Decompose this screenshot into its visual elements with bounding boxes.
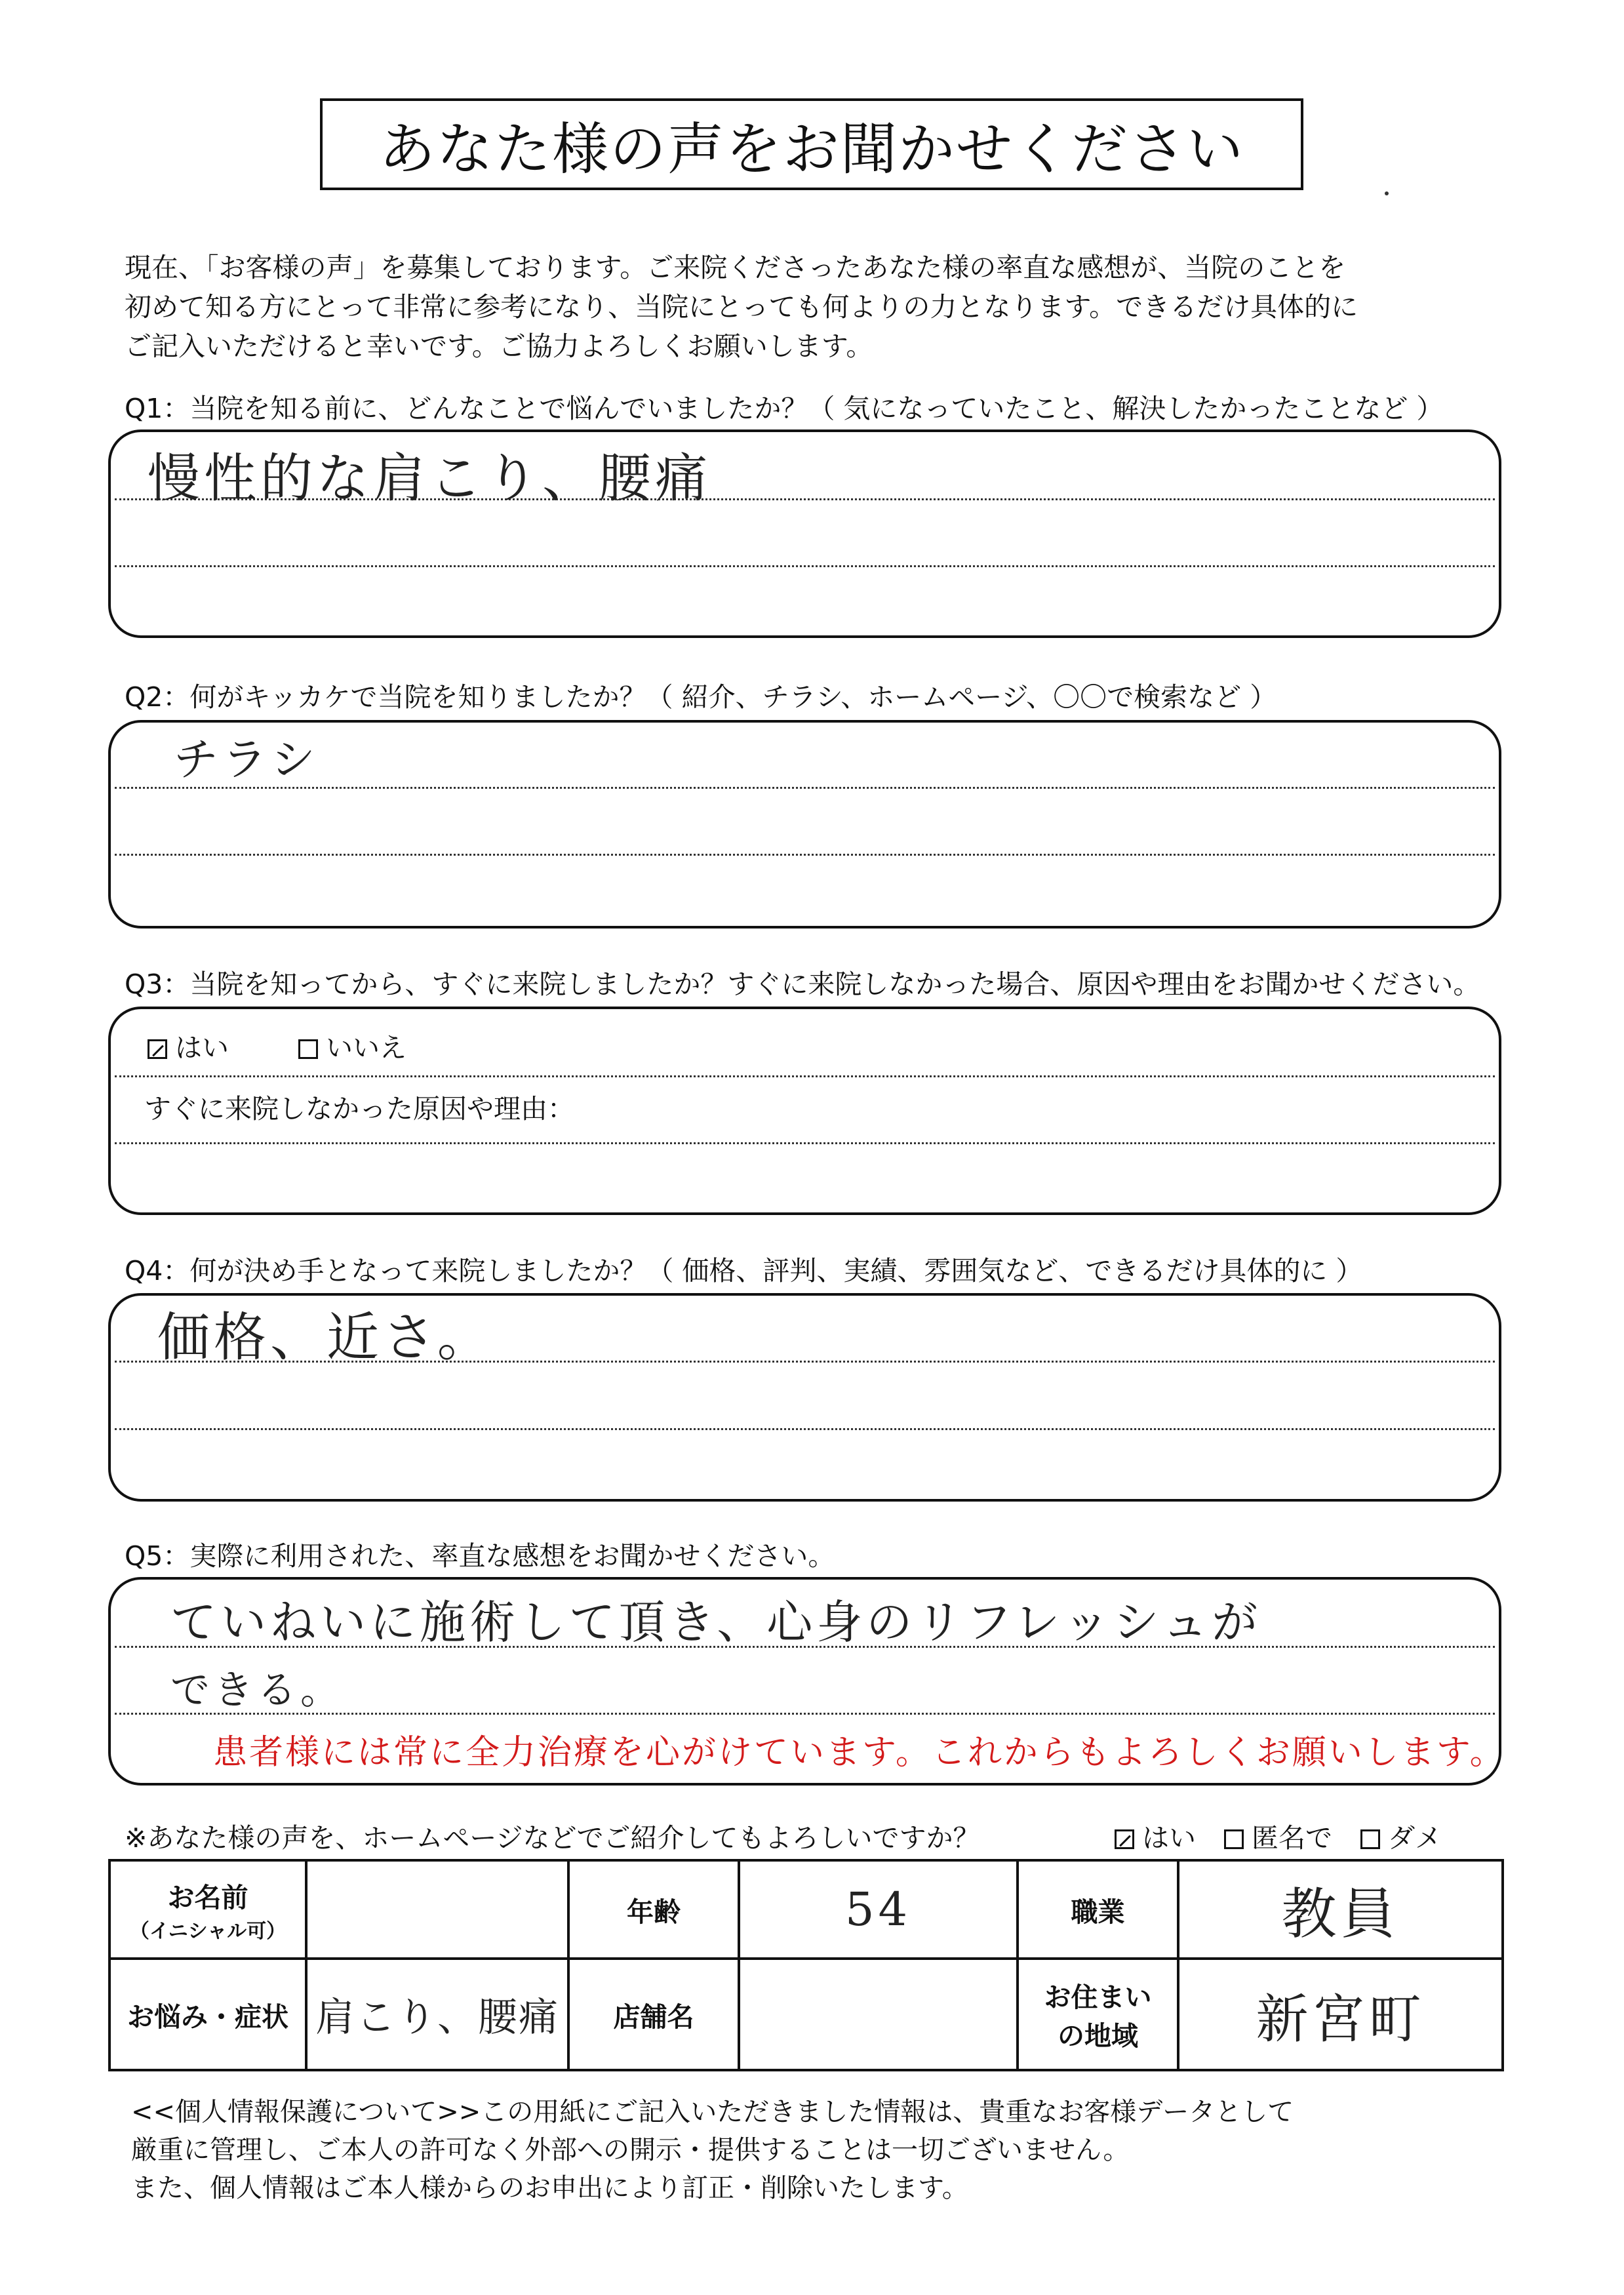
q3-no-checkbox[interactable] — [298, 1039, 318, 1059]
intro-line: ご記入いただけると幸いです。ご協力よろしくお願いします。 — [125, 330, 873, 362]
q3-yes-option[interactable] — [148, 1026, 229, 1065]
permission-yes-label: はい — [1142, 1822, 1196, 1854]
q4-rule-2 — [115, 1428, 1495, 1430]
permission-yes-checkbox[interactable] — [1115, 1829, 1134, 1849]
q3-no-label: いいえ — [326, 1032, 406, 1064]
age-value[interactable]: 54 — [739, 1860, 1018, 1959]
intro-line: 初めて知る方にとって非常に参考になり、当院にとっても何よりの力となります。できるだけ具体的に — [125, 291, 1358, 323]
permission-no-label: ダメ — [1388, 1822, 1442, 1854]
q2-question: Q2：何がキッカケで当院を知りましたか？（ 紹介、チラシ、ホームページ、〇〇で検索など ） — [125, 681, 1277, 713]
privacy-line: また、個人情報はご本人様からのお申出により訂正・削除いたします。 — [131, 2173, 968, 2203]
area-label-2: の地域 — [1058, 2020, 1138, 2052]
q2-rule-1 — [115, 787, 1495, 789]
symptom-value[interactable]: 肩こり、腰痛 — [306, 1959, 568, 2070]
q1-question: Q1：当院を知る前に、どんなことで悩んでいましたか？（ 気になっていたこと、解決したかったことなど ） — [125, 393, 1444, 424]
q5-question: Q5：実際に利用された、率直な感想をお聞かせください。 — [125, 1540, 835, 1572]
permission-anon-checkbox[interactable] — [1224, 1829, 1244, 1849]
q3-yes-label: はい — [175, 1032, 229, 1064]
area-value[interactable]: 新宮町 — [1178, 1959, 1503, 2070]
q2-answer: チラシ — [174, 734, 320, 786]
store-value[interactable] — [739, 1959, 1018, 2070]
q2-rule-2 — [115, 854, 1495, 856]
q1-rule-2 — [115, 565, 1495, 567]
permission-no-option[interactable] — [1360, 1822, 1442, 1854]
q5-staff-reply: 患者様には常に全力治療を心がけています。これからもよろしくお願いします。 — [213, 1733, 1506, 1772]
q3-reason-label: すぐに来院しなかった原因や理由： — [144, 1093, 574, 1125]
permission-yes-option[interactable] — [1115, 1822, 1196, 1854]
q4-question: Q4：何が決め手となって来院しましたか？（ 価格、評判、実績、雰囲気など、できるだけ具体的に ） — [125, 1255, 1363, 1287]
age-label: 年齢 — [568, 1860, 739, 1959]
q3-question: Q3：当院を知ってから、すぐに来院しましたか？すぐに来院しなかった場合、原因や理由をお聞かせください。 — [125, 968, 1480, 1000]
permission-anon-option[interactable] — [1224, 1822, 1332, 1854]
permission-options — [1115, 1816, 1442, 1855]
q1-answer: 慢性的な肩こり、腰痛 — [148, 448, 711, 509]
q3-rule-1 — [115, 1075, 1495, 1077]
q4-answer: 価格、近さ。 — [157, 1307, 494, 1368]
privacy-line: <<個人情報保護について>>この用紙にご記入いただきました情報は、貴重なお客様データとして — [131, 2097, 1294, 2127]
q5-answer-line-1: ていねいに施術して頂き、心身のリフレッシュが — [170, 1595, 1262, 1649]
scan-speck — [1385, 191, 1389, 195]
customer-info-table — [108, 1859, 1504, 2071]
symptom-label: お悩み・症状 — [109, 1959, 306, 2070]
permission-anon-label: 匿名で — [1252, 1822, 1333, 1854]
name-label-cell — [109, 1860, 306, 1959]
privacy-notice — [131, 2093, 1541, 2207]
permission-question: ※あなた様の声を、ホームページなどでご紹介してもよろしいですか？ — [125, 1822, 980, 1854]
job-value[interactable]: 教員 — [1178, 1860, 1503, 1959]
name-value[interactable] — [306, 1860, 568, 1959]
name-label: お名前 — [167, 1881, 248, 1913]
permission-no-checkbox[interactable] — [1360, 1829, 1380, 1849]
job-label: 職業 — [1018, 1860, 1178, 1959]
area-label-1: お住まい — [1044, 1982, 1152, 2013]
q5-answer-line-2: できる。 — [170, 1667, 344, 1713]
q3-no-option[interactable] — [298, 1026, 406, 1065]
q3-yes-checkbox[interactable] — [148, 1039, 167, 1059]
store-label: 店舗名 — [568, 1959, 739, 2070]
privacy-line: 厳重に管理し、ご本人の許可なく外部への開示・提供することは一切ございません。 — [131, 2135, 1130, 2165]
q3-rule-2 — [115, 1142, 1495, 1144]
intro-line: 現在、「お客様の声」を募集しております。ご来院くださったあなた様の率直な感想が、当院のことを — [125, 252, 1346, 283]
intro-text — [125, 248, 1534, 366]
name-sublabel: （イニシャル可） — [129, 1919, 287, 1943]
area-label-cell — [1018, 1959, 1178, 2070]
page-title: あなた様の声をお聞かせください — [320, 98, 1303, 190]
